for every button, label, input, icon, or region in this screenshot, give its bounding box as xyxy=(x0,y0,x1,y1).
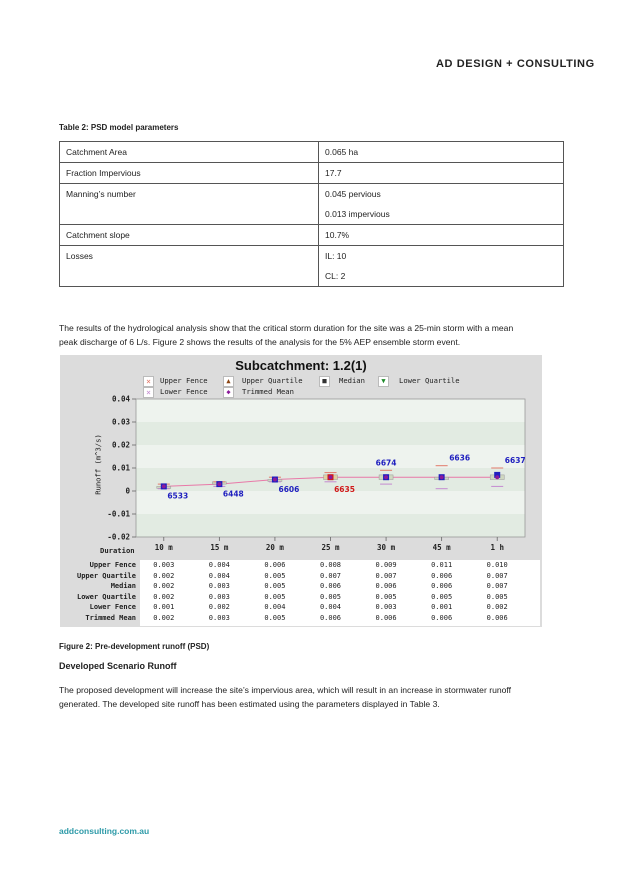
legend-label: Upper Fence xyxy=(160,376,208,385)
table-cell-label: Manning’s number xyxy=(60,184,319,225)
section-heading: Developed Scenario Runoff xyxy=(59,661,177,671)
stats-cell: 0.006 xyxy=(431,614,453,622)
table-cell-label: Losses xyxy=(60,246,319,287)
point-label: 6448 xyxy=(222,489,244,499)
stats-cell: 0.004 xyxy=(264,603,286,612)
y-axis-label-wrap xyxy=(84,420,114,510)
stats-cell: 0.006 xyxy=(431,582,453,591)
table-caption: Table 2: PSD model parameters xyxy=(59,123,179,132)
point-label: 6606 xyxy=(278,484,300,494)
point-label: 6636 xyxy=(449,453,471,463)
table-cell-value-line: 10.7% xyxy=(325,230,350,240)
table-cell-value-line: 17.7 xyxy=(325,168,342,178)
trimmed-mean-mark xyxy=(162,484,166,488)
company-logo: AD DESIGN + CONSULTING xyxy=(436,58,595,70)
stats-cell: 0.005 xyxy=(486,592,508,601)
x-tick-label: 45 m xyxy=(432,543,451,552)
upper-quartile-marker-icon: ▲ xyxy=(223,376,234,387)
point-label: 6635 xyxy=(334,484,355,494)
legend-label: Trimmed Mean xyxy=(242,387,294,396)
stats-row-label: Upper Quartile xyxy=(76,571,136,580)
lower-quartile-marker-icon: ▼ xyxy=(378,376,389,387)
stats-cell: 0.002 xyxy=(153,582,175,591)
y-tick-label: 0.03 xyxy=(111,417,130,427)
statistics-table xyxy=(60,560,542,626)
trimmed-mean-mark xyxy=(495,475,499,479)
stats-cell: 0.002 xyxy=(153,614,175,622)
plot-band xyxy=(136,422,525,445)
table-cell-value-line: 0.065 ha xyxy=(325,147,359,157)
table-cell-value-line: 0.045 pervious xyxy=(325,189,381,199)
legend-label: Upper Quartile xyxy=(242,376,303,385)
stats-cell: 0.006 xyxy=(375,614,397,622)
trimmed-mean-mark xyxy=(329,475,333,479)
footer-url: addconsulting.com.au xyxy=(59,826,150,836)
table-cell-value-line: CL: 2 xyxy=(325,271,346,281)
stats-cell: 0.005 xyxy=(375,592,397,601)
stats-cell: 0.002 xyxy=(153,571,175,580)
legend-label: Median xyxy=(339,376,365,385)
table-cell-label: Fraction Impervious xyxy=(60,163,319,184)
stats-cell: 0.005 xyxy=(264,582,286,591)
y-axis-label: Runoff (m^3/s) xyxy=(93,434,103,495)
legend-label: Lower Fence xyxy=(160,387,208,396)
x-tick-label: 1 h xyxy=(490,543,504,552)
table-cell-label: Catchment Area xyxy=(60,142,319,163)
trimmed-mean-mark xyxy=(440,475,444,479)
stats-cell: 0.001 xyxy=(153,603,175,612)
stats-cell: 0.003 xyxy=(208,614,230,622)
stats-row-label: Lower Quartile xyxy=(76,592,136,601)
stats-cell: 0.008 xyxy=(319,561,342,569)
body-paragraph xyxy=(59,683,511,711)
table-cell-value-line: 0.013 impervious xyxy=(325,209,390,219)
stats-cell: 0.004 xyxy=(319,603,342,612)
stats-cell: 0.004 xyxy=(208,571,230,580)
y-tick-label: 0 xyxy=(125,486,130,496)
stats-cell: 0.007 xyxy=(486,582,508,591)
plot-background xyxy=(136,399,525,537)
x-tick-label: 20 m xyxy=(265,543,284,552)
stats-row-label: Lower Fence xyxy=(89,603,136,612)
legend-label: Lower Quartile xyxy=(399,376,460,385)
y-tick-label: 0.04 xyxy=(111,394,130,404)
chart-title: Subcatchment: 1.2(1) xyxy=(235,358,367,373)
stats-cell: 0.006 xyxy=(431,571,453,580)
y-tick-label: -0.01 xyxy=(107,509,130,519)
stats-cell: 0.002 xyxy=(208,603,230,612)
stats-cell: 0.006 xyxy=(264,561,286,569)
paragraph-line: generated. The developed site runoff has been estimated using the parameters displayed in Table 3. xyxy=(59,699,440,709)
y-tick-label: 0.02 xyxy=(111,440,130,450)
stats-cell: 0.002 xyxy=(486,603,508,612)
point-label: 6674 xyxy=(375,458,397,468)
table-cell-label: Catchment slope xyxy=(60,225,319,246)
stats-cell: 0.002 xyxy=(153,592,175,601)
paragraph-line: The proposed development will increase the site’s impervious area, which will result in an increase in stormwater runoff xyxy=(59,685,512,695)
y-tick-label: 0.01 xyxy=(111,463,130,473)
stats-cell: 0.003 xyxy=(208,592,230,601)
stats-cell: 0.011 xyxy=(431,561,453,569)
x-tick-label: 30 m xyxy=(377,543,396,552)
x-tick-label: 10 m xyxy=(154,543,173,552)
stats-row-label: Trimmed Mean xyxy=(85,614,136,622)
stats-cell: 0.006 xyxy=(486,614,508,622)
stats-cell: 0.005 xyxy=(264,571,286,580)
x-tick-label: 25 m xyxy=(321,543,340,552)
stats-cell: 0.006 xyxy=(319,614,342,622)
stats-cell: 0.007 xyxy=(319,571,342,580)
x-axis-label: Duration xyxy=(100,546,135,555)
trimmed-mean-mark xyxy=(273,478,277,482)
stats-cell: 0.004 xyxy=(208,561,230,569)
trimmed-mean-mark xyxy=(217,482,221,486)
plot-band xyxy=(136,514,525,537)
figure-caption: Figure 2: Pre-development runoff (PSD) xyxy=(59,642,210,651)
stats-cell: 0.003 xyxy=(375,603,397,612)
y-tick-label: -0.02 xyxy=(107,532,130,542)
stats-cell: 0.006 xyxy=(319,582,342,591)
stats-cell: 0.007 xyxy=(375,571,397,580)
median-marker-icon: ■ xyxy=(319,376,330,387)
trimmed-mean-mark xyxy=(384,475,388,479)
stats-cell: 0.001 xyxy=(431,603,453,612)
stats-cell: 0.005 xyxy=(264,614,286,622)
stats-cell: 0.003 xyxy=(153,561,175,569)
stats-row-label: Upper Fence xyxy=(89,561,136,569)
stats-cell: 0.007 xyxy=(486,571,508,580)
stats-cell: 0.003 xyxy=(208,582,230,591)
x-tick-label: 15 m xyxy=(210,543,229,552)
lower-fence-marker-icon: × xyxy=(143,387,154,398)
stats-cell: 0.010 xyxy=(486,561,508,569)
upper-fence-marker-icon: × xyxy=(143,376,154,387)
point-label: 6533 xyxy=(167,491,189,501)
plot-band xyxy=(136,491,525,514)
plot-band xyxy=(136,399,525,422)
stats-cell: 0.006 xyxy=(375,582,397,591)
table-cell-value-line: IL: 10 xyxy=(325,251,347,261)
paragraph-line: The results of the hydrological analysis show that the critical storm duration for the site was a 25-min storm with a mean xyxy=(59,323,514,333)
trimmed-mean-marker-icon: ◆ xyxy=(223,387,234,398)
stats-cell: 0.005 xyxy=(319,592,342,601)
stats-cell: 0.009 xyxy=(375,561,397,569)
paragraph-line: peak discharge of 6 L/s. Figure 2 shows the results of the analysis for the 5% AEP ensemble storm event. xyxy=(59,337,461,347)
stats-cell: 0.005 xyxy=(431,592,453,601)
stats-row-label: Median xyxy=(110,582,136,591)
stats-cell: 0.005 xyxy=(264,592,286,601)
point-label: 6637 xyxy=(504,456,526,465)
